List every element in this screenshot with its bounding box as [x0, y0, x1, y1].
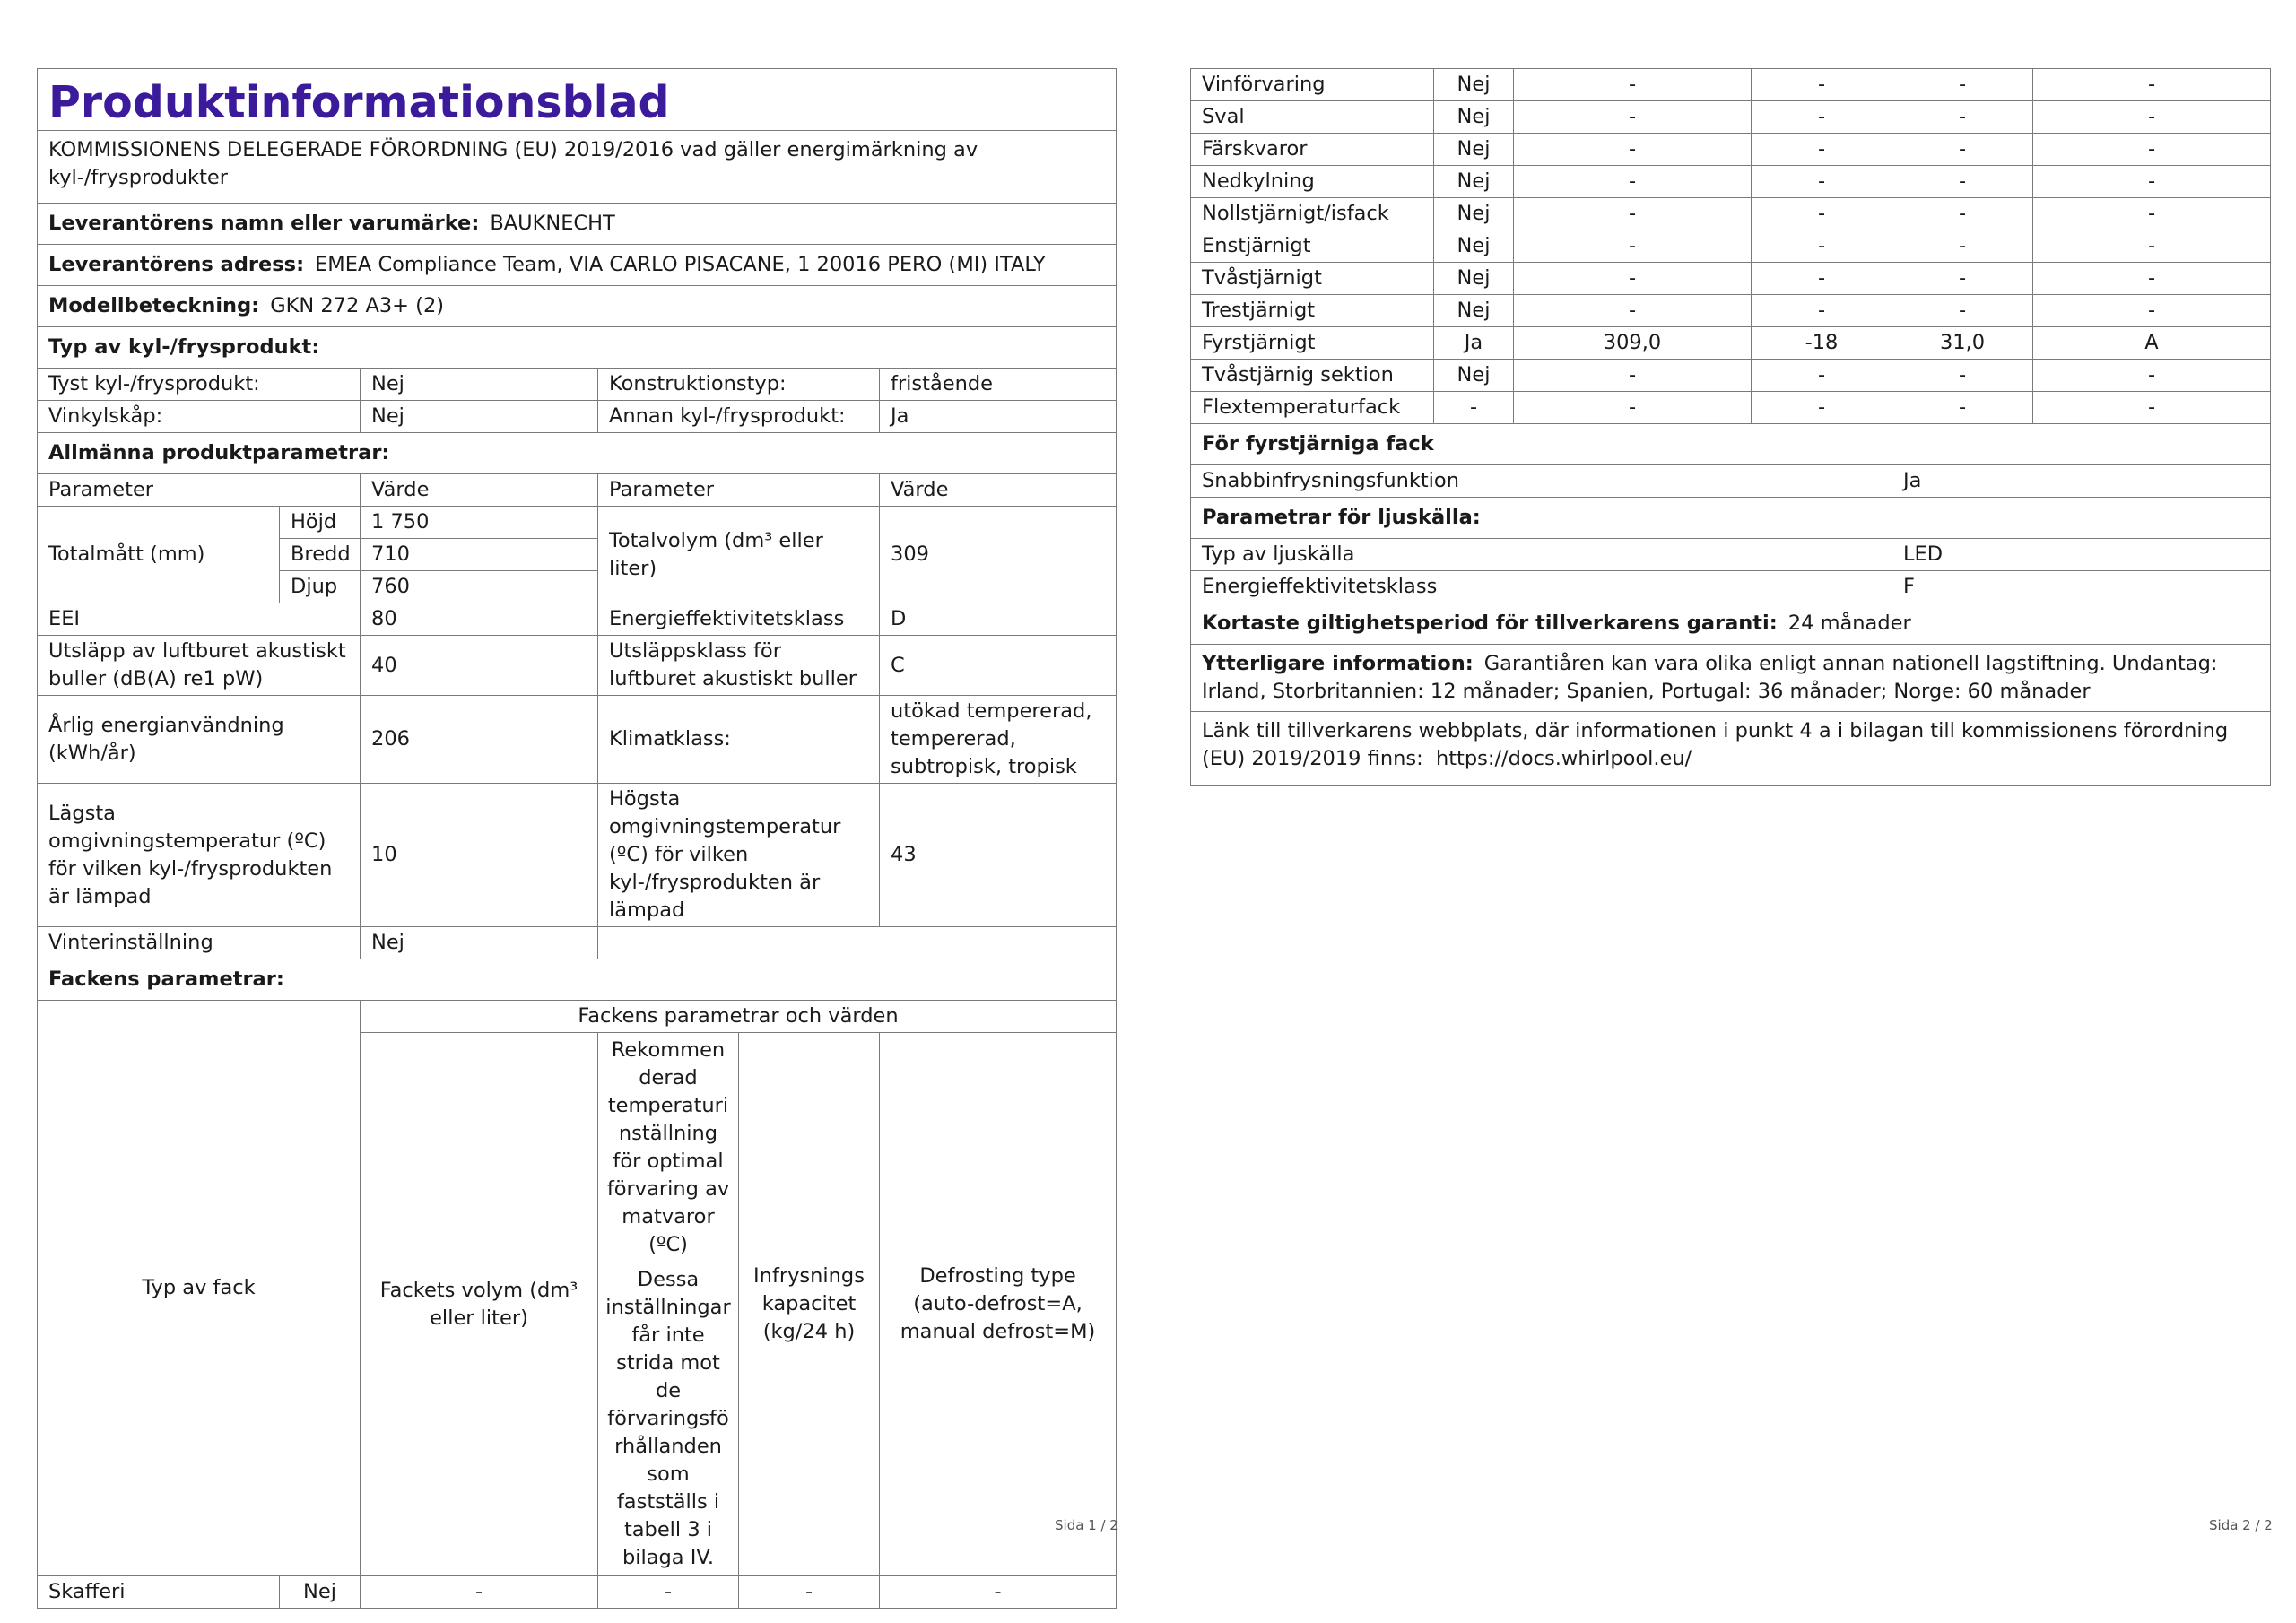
supplier-address: EMEA Compliance Team, VIA CARLO PISACANE, 1 20016 PERO (MI) ITALY — [315, 253, 1046, 276]
compartment-freeze: - — [1892, 166, 2033, 198]
col-defrost: Defrosting type (auto-defrost=A, manual defrost=M) — [880, 1033, 1117, 1576]
supplier-name-label: Leverantörens namn eller varumärke: — [48, 212, 480, 235]
additional-info-label: Ytterligare information: — [1202, 652, 1474, 675]
compartment-defrost: - — [2033, 263, 2271, 295]
noise-class: C — [880, 636, 1117, 696]
compartment-temp: - — [1752, 230, 1892, 263]
min-temp: 10 — [361, 784, 598, 927]
dimension-value: 760 — [361, 571, 598, 603]
eei-label: EEI — [38, 603, 361, 636]
page-1 — [37, 68, 1116, 1609]
light-class: F — [1892, 571, 2271, 603]
compartment-defrost: - — [2033, 230, 2271, 263]
compartment-type-label: Typ av fack — [38, 1001, 361, 1576]
compartment-row — [1191, 101, 2271, 134]
winter-value: Nej — [361, 927, 598, 959]
total-volume-label: Totalvolym (dm³ eller liter) — [598, 507, 880, 603]
supplier-name: BAUKNECHT — [490, 212, 615, 235]
noise-label: Utsläpp av luftburet akustiskt buller (dB(A) re1 pW) — [38, 636, 361, 696]
compartment-defrost: - — [2033, 360, 2271, 392]
column-header: Värde — [361, 474, 598, 507]
compartment-temp: - — [1752, 101, 1892, 134]
compartment-freeze: - — [1892, 360, 2033, 392]
compartment-temp: - — [1752, 198, 1892, 230]
compartment-volume: - — [1514, 263, 1752, 295]
compartment-temp: - — [1752, 295, 1892, 327]
compartment-volume: - — [1514, 198, 1752, 230]
column-header: Parameter — [598, 474, 880, 507]
compartment-temp: - — [1752, 263, 1892, 295]
compartment-volume: - — [361, 1576, 598, 1609]
quick-freeze-value: Ja — [1892, 465, 2271, 498]
dimension-name: Djup — [280, 571, 361, 603]
type-param: Annan kyl-/frysprodukt: — [598, 401, 880, 433]
compartment-row — [1191, 295, 2271, 327]
column-header: Värde — [880, 474, 1117, 507]
page-2 — [1190, 68, 2270, 786]
dimension-value: 710 — [361, 539, 598, 571]
general-heading: Allmänna produktparametrar: — [38, 433, 1117, 474]
page-number: Sida 1 / 2 — [1055, 1517, 1118, 1533]
col-temp-recommendation: Rekommenderad temperaturinställning för optimal förvaring av matvaror (ºC) — [606, 1038, 730, 1256]
compartment-defrost: A — [2033, 327, 2271, 360]
product-info-table — [37, 68, 1117, 1609]
light-type: LED — [1892, 539, 2271, 571]
type-heading: Typ av kyl-/frysprodukt: — [38, 327, 1117, 369]
compartment-present: Nej — [1434, 134, 1514, 166]
compartment-present: Nej — [1434, 101, 1514, 134]
compartment-row — [1191, 230, 2271, 263]
empty-cell — [598, 927, 1117, 959]
supplier-name-row — [38, 204, 1117, 245]
compartment-temp: - — [1752, 69, 1892, 101]
compartment-temp: -18 — [1752, 327, 1892, 360]
compartment-freeze: 31,0 — [1892, 327, 2033, 360]
compartment-freeze: - — [1892, 230, 2033, 263]
model-row — [38, 286, 1117, 327]
compartment-name: Trestjärnigt — [1191, 295, 1434, 327]
compartment-freeze: - — [1892, 134, 2033, 166]
quick-freeze-label: Snabbinfrysningsfunktion — [1191, 465, 1892, 498]
compartment-volume: - — [1514, 230, 1752, 263]
compartment-row — [1191, 198, 2271, 230]
compartment-defrost: - — [2033, 198, 2271, 230]
compartment-volume: 309,0 — [1514, 327, 1752, 360]
model-label: Modellbeteckning: — [48, 294, 260, 317]
compartment-values-label: Fackens parametrar och värden — [361, 1001, 1117, 1033]
compartment-freeze: - — [739, 1576, 880, 1609]
compartment-present: Ja — [1434, 327, 1514, 360]
warranty-label: Kortaste giltighetsperiod för tillverkarens garanti: — [1202, 612, 1778, 635]
annual-energy-label: Årlig energianvändning (kWh/år) — [38, 696, 361, 784]
compartment-present: Nej — [1434, 69, 1514, 101]
compartment-defrost: - — [2033, 295, 2271, 327]
compartment-name: Skafferi — [38, 1576, 280, 1609]
compartment-freeze: - — [1892, 263, 2033, 295]
compartment-row — [1191, 263, 2271, 295]
light-type-label: Typ av ljuskälla — [1191, 539, 1892, 571]
additional-info-row — [1191, 645, 2271, 712]
climate-label: Klimatklass: — [598, 696, 880, 784]
type-value: Ja — [880, 401, 1117, 433]
col-volume: Fackets volym (dm³ eller liter) — [361, 1033, 598, 1576]
min-temp-label: Lägsta omgivningstemperatur (ºC) för vilken kyl-/frysprodukten är lämpad — [38, 784, 361, 927]
page-number: Sida 2 / 2 — [2209, 1517, 2273, 1533]
compartment-temp: - — [1752, 166, 1892, 198]
compartment-temp: - — [1752, 134, 1892, 166]
page-title: Produktinformationsblad — [38, 69, 1117, 131]
col-freeze: Infrysningskapacitet (kg/24 h) — [739, 1033, 880, 1576]
energy-class: D — [880, 603, 1117, 636]
warranty-row — [1191, 603, 2271, 645]
compartment-temp: - — [1752, 392, 1892, 424]
warranty-value: 24 månader — [1787, 612, 1911, 635]
compartment-present: Nej — [1434, 295, 1514, 327]
compartment-present: Nej — [1434, 230, 1514, 263]
eei-value: 80 — [361, 603, 598, 636]
supplier-address-label: Leverantörens adress: — [48, 253, 305, 276]
dimension-name: Bredd — [280, 539, 361, 571]
compartment-name: Fyrstjärnigt — [1191, 327, 1434, 360]
energy-class-label: Energieffektivitetsklass — [598, 603, 880, 636]
col-temp — [598, 1033, 739, 1576]
compartment-freeze: - — [1892, 101, 2033, 134]
model-id: GKN 272 A3+ (2) — [270, 294, 445, 317]
website-link[interactable]: https://docs.whirlpool.eu/ — [1435, 747, 1692, 770]
noise-class-label: Utsläppsklass för luftburet akustiskt buller — [598, 636, 880, 696]
compartment-row — [1191, 360, 2271, 392]
compartment-name: Flextemperaturfack — [1191, 392, 1434, 424]
compartment-present: Nej — [1434, 198, 1514, 230]
compartment-row — [1191, 134, 2271, 166]
type-param: Tyst kyl-/frysprodukt: — [38, 369, 361, 401]
dimension-value: 1 750 — [361, 507, 598, 539]
compartment-present: Nej — [1434, 166, 1514, 198]
compartment-name: Nedkylning — [1191, 166, 1434, 198]
compartment-volume: - — [1514, 166, 1752, 198]
compartment-name: Nollstjärnigt/isfack — [1191, 198, 1434, 230]
type-param: Konstruktionstyp: — [598, 369, 880, 401]
total-volume: 309 — [880, 507, 1117, 603]
compartment-temp: - — [598, 1576, 739, 1609]
col-temp-note: Dessa inställningar får inte strida mot de förvaringsförhållanden som fastställs i tabell 3 i bilaga IV. — [605, 1268, 731, 1569]
compartment-name: Tvåstjärnigt — [1191, 263, 1434, 295]
compartment-present: Nej — [1434, 360, 1514, 392]
max-temp-label: Högsta omgivningstemperatur (ºC) för vilken kyl-/frysprodukten är lämpad — [598, 784, 880, 927]
climate-class: utökad tempererad, tempererad, subtropisk, tropisk — [880, 696, 1117, 784]
compartment-volume: - — [1514, 101, 1752, 134]
annual-energy: 206 — [361, 696, 598, 784]
column-header: Parameter — [38, 474, 361, 507]
compartment-freeze: - — [1892, 295, 2033, 327]
compartment-name: Vinförvaring — [1191, 69, 1434, 101]
compartment-row — [1191, 166, 2271, 198]
compartment-name: Färskvaror — [1191, 134, 1434, 166]
website-text: Länk till tillverkarens webbplats, där informationen i punkt 4 a i bilagan till kommissionens förordning (EU) 2019/2019 finns: — [1202, 719, 2229, 770]
compartment-volume: - — [1514, 295, 1752, 327]
compartment-defrost: - — [2033, 166, 2271, 198]
compartment-defrost: - — [2033, 392, 2271, 424]
compartment-defrost: - — [2033, 134, 2271, 166]
compartment-volume: - — [1514, 360, 1752, 392]
compartment-rows — [1191, 69, 2271, 424]
compartment-freeze: - — [1892, 392, 2033, 424]
light-heading: Parametrar för ljuskälla: — [1191, 498, 2271, 539]
compartment-present: Nej — [1434, 263, 1514, 295]
compartment-freeze: - — [1892, 69, 2033, 101]
type-value: Nej — [361, 369, 598, 401]
compartment-present: - — [1434, 392, 1514, 424]
compartment-volume: - — [1514, 134, 1752, 166]
winter-label: Vinterinställning — [38, 927, 361, 959]
noise-value: 40 — [361, 636, 598, 696]
compartment-name: Enstjärnigt — [1191, 230, 1434, 263]
dimensions-label: Totalmått (mm) — [38, 507, 280, 603]
type-value: Nej — [361, 401, 598, 433]
compartment-defrost: - — [2033, 69, 2271, 101]
compartment-defrost: - — [880, 1576, 1117, 1609]
compartment-name: Sval — [1191, 101, 1434, 134]
compartment-defrost: - — [2033, 101, 2271, 134]
compartment-present: Nej — [280, 1576, 361, 1609]
compartment-freeze: - — [1892, 198, 2033, 230]
supplier-address-row — [38, 245, 1117, 286]
dimension-name: Höjd — [280, 507, 361, 539]
compartment-volume: - — [1514, 392, 1752, 424]
light-class-label: Energieffektivitetsklass — [1191, 571, 1892, 603]
compartment-row — [1191, 392, 2271, 424]
max-temp: 43 — [880, 784, 1117, 927]
additional-info: Garantiåren kan vara olika enligt annan nationell lagstiftning. Undantag: Irland, Storbritannien: 12 månader; Spanien, Portugal: 36 månader; Norge: 60 månader — [1202, 652, 2218, 703]
compartment-volume: - — [1514, 69, 1752, 101]
type-param: Vinkylskåp: — [38, 401, 361, 433]
four-star-heading: För fyrstjärniga fack — [1191, 424, 2271, 465]
type-value: fristående — [880, 369, 1117, 401]
compartment-name: Tvåstjärnig sektion — [1191, 360, 1434, 392]
website-row — [1191, 712, 2271, 786]
compartment-row — [1191, 327, 2271, 360]
regulation-text: KOMMISSIONENS DELEGERADE FÖRORDNING (EU) 2019/2016 vad gäller energimärkning av kyl-/frysprodukter — [38, 131, 1117, 204]
compartments-table-continued — [1190, 68, 2271, 786]
compartments-heading: Fackens parametrar: — [38, 959, 1117, 1001]
compartment-temp: - — [1752, 360, 1892, 392]
compartment-row — [1191, 69, 2271, 101]
